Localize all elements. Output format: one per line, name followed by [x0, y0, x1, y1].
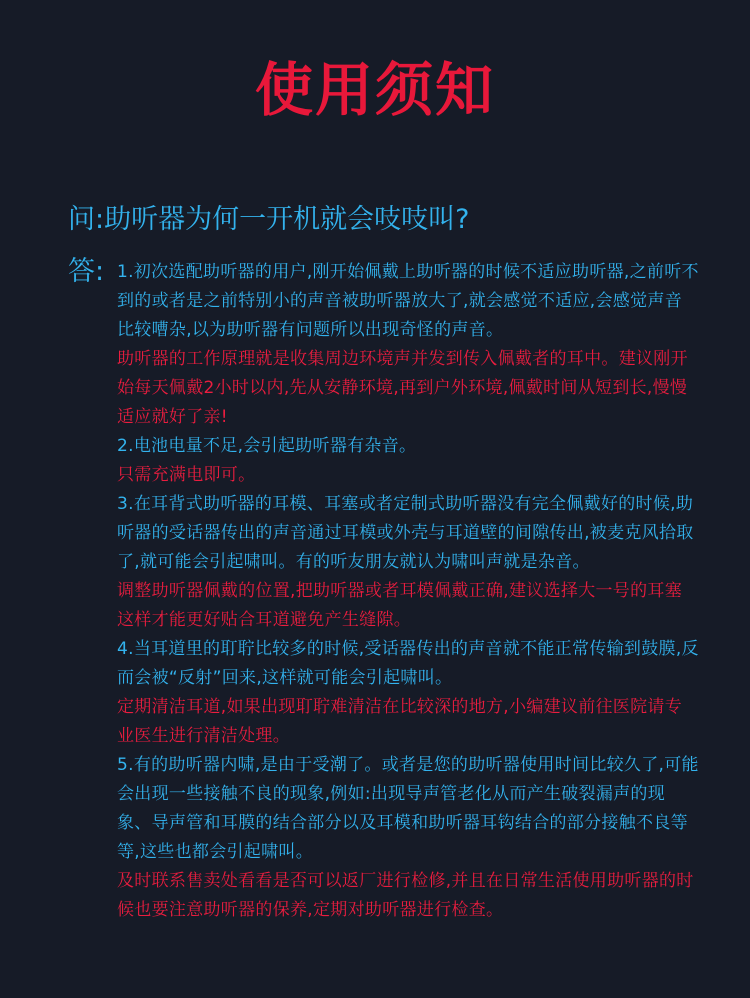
solution-paragraph: 调整助听器佩戴的位置,把助听器或者耳模佩戴正确,建议选择大一号的耳塞这样才能更好贴合耳道避免产生缝隙。 [117, 581, 683, 630]
solution-paragraph: 定期清洁耳道,如果出现耵聍难清洁在比较深的地方,小编建议前往医院请专业医生进行清洁处理。 [117, 697, 683, 746]
cause-paragraph: 2.电池电量不足,会引起助听器有杂音。 [117, 436, 417, 456]
solution-paragraph: 助听器的工作原理就是收集周边环境声并发到传入佩戴者的耳中。建议刚开始每天佩戴2小时以内,先从安静环境,再到户外环境,佩戴时间从短到长,慢慢适应就好了亲! [117, 349, 688, 427]
answer-label: 答: [68, 256, 105, 287]
cause-paragraph: 3.在耳背式助听器的耳模、耳塞或者定制式助听器没有完全佩戴好的时候,助听器的受话器传出的声音通过耳模或外壳与耳道壁的间隙传出,被麦克风拾取了,就可能会引起啸叫。有的听友朋友就认为啸叫声就是杂音。 [117, 494, 694, 572]
question [68, 200, 469, 240]
page-title: 使用须知 [254, 56, 495, 124]
answer-body [117, 258, 699, 925]
cause-paragraph: 4.当耳道里的耵聍比较多的时候,受话器传出的声音就不能正常传输到鼓膜,反而会被“反射”回来,这样就可能会引起啸叫。 [117, 639, 699, 688]
solution-paragraph: 及时联系售卖处看看是否可以返厂进行检修,并且在日常生活使用助听器的时候也要注意助听器的保养,定期对助听器进行检查。 [117, 871, 694, 920]
question-text: 助听器为何一开机就会吱吱叫? [104, 204, 470, 235]
cause-paragraph: 5.有的助听器内啸,是由于受潮了。或者是您的助听器使用时间比较久了,可能会出现一些接触不良的现象,例如:出现导声管老化从而产生破裂漏声的现象、导声管和耳膜的结合部分以及耳模和助听器耳钩结合的部分接触不良等等,这些也都会引起啸叫。 [117, 755, 699, 862]
solution-paragraph: 只需充满电即可。 [117, 465, 256, 485]
question-label: 问: [68, 204, 105, 235]
cause-paragraph: 1.初次选配助听器的用户,刚开始佩戴上助听器的时候不适应助听器,之前听不到的或者是之前特别小的声音被助听器放大了,就会感觉不适应,会感觉声音比较嘈杂,以为助听器有问题所以出现奇怪的声音。 [117, 262, 699, 340]
